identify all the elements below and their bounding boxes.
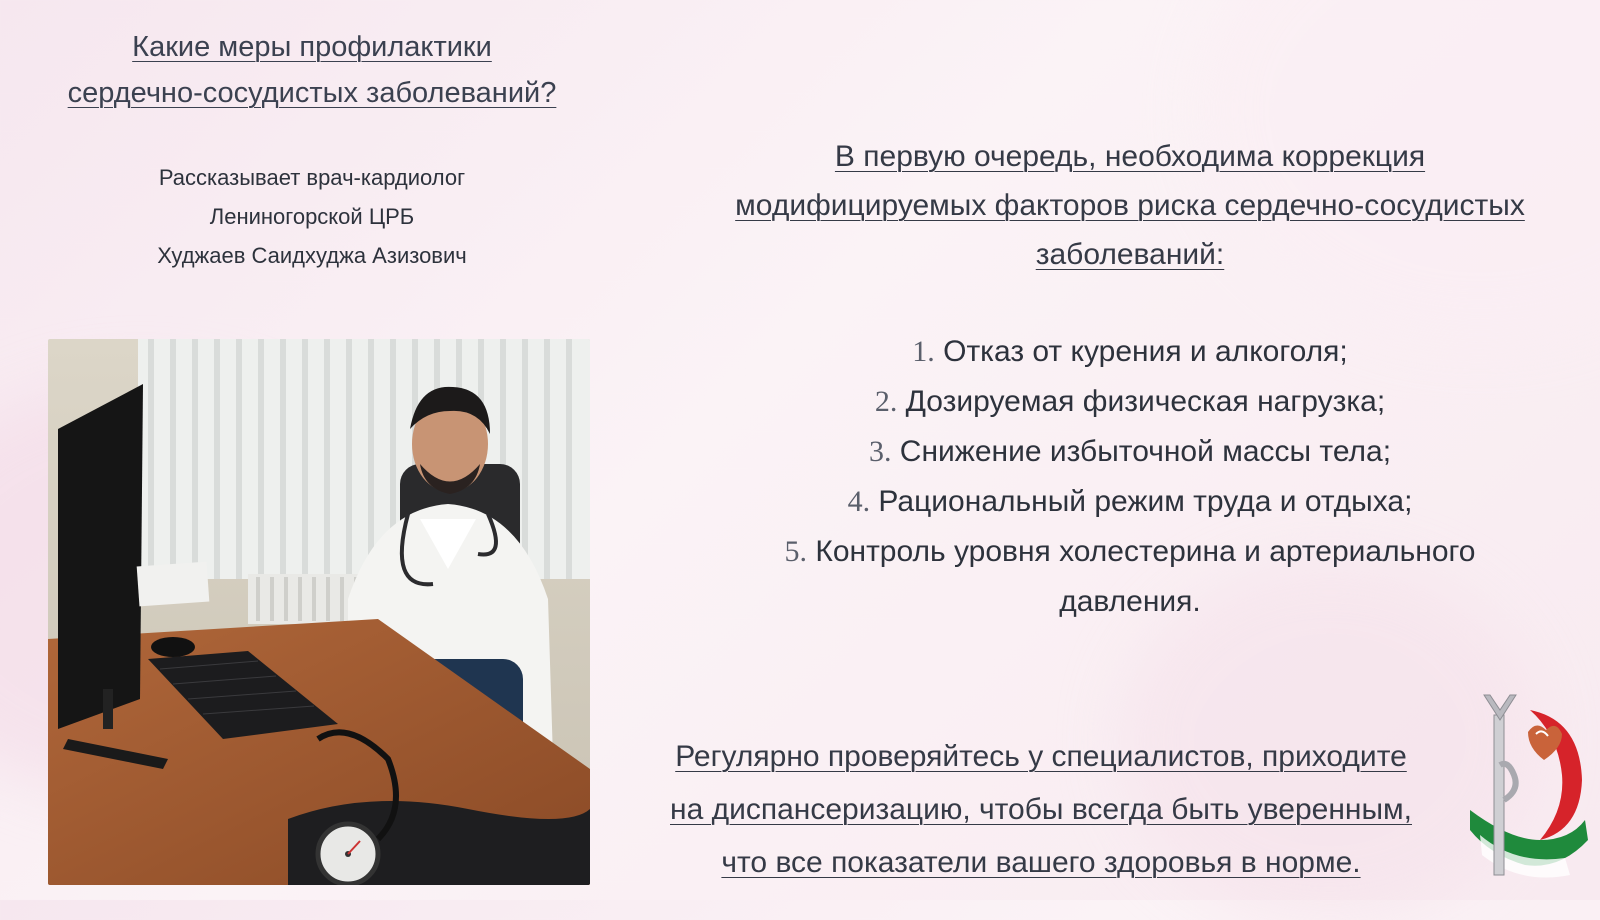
footer-line: на диспансеризацию, чтобы всегда быть уверенным,: [670, 793, 1412, 826]
list-item-text: Отказ от курения и алкоголя;: [943, 335, 1348, 368]
list-item-number: 4.: [847, 485, 871, 518]
author-caption: [44, 158, 580, 275]
list-item-number: 5.: [784, 535, 807, 568]
page-title: [44, 24, 580, 116]
list-item: [690, 427, 1570, 477]
list-item: [690, 377, 1570, 427]
author-line: Лениногорской ЦРБ: [209, 204, 415, 229]
lead-statement: [690, 132, 1570, 279]
list-item-number: 2.: [874, 385, 898, 418]
list-item-text: Рациональный режим труда и отдыха;: [878, 485, 1413, 518]
list-item-text: Контроль уровня холестерина и артериального: [815, 535, 1476, 568]
footer-line: что все показатели вашего здоровья в норме.: [721, 846, 1361, 879]
author-line: Худжаев Саидхуджа Азизович: [157, 243, 467, 268]
lead-line: модифицируемых факторов риска сердечно-сосудистых: [735, 189, 1525, 222]
medical-emblem-logo: [1470, 690, 1590, 890]
doctor-photo: [48, 339, 590, 885]
list-item: [690, 527, 1570, 577]
title-line: Какие меры профилактики: [132, 31, 492, 63]
doctor-office-illustration: [48, 339, 590, 885]
footer-line: Регулярно проверяйтесь у специалистов, приходите: [675, 740, 1407, 773]
list-item-continuation: давления.: [1059, 585, 1201, 618]
prevention-measures-list: [690, 327, 1570, 627]
emblem-icon: [1470, 690, 1590, 890]
list-item: [690, 327, 1570, 377]
closing-advice: [606, 730, 1476, 889]
lead-line: заболеваний:: [1035, 238, 1225, 271]
author-line: Рассказывает врач-кардиолог: [158, 165, 466, 190]
list-item: [690, 477, 1570, 527]
list-item-text: Снижение избыточной массы тела;: [899, 435, 1392, 468]
title-line: сердечно-сосудистых заболеваний?: [67, 77, 557, 109]
list-item-number: 3.: [868, 435, 892, 468]
list-item-number: 1.: [912, 335, 935, 368]
lead-line: В первую очередь, необходима коррекция: [834, 140, 1426, 173]
list-item-text: Дозируемая физическая нагрузка;: [905, 385, 1386, 418]
